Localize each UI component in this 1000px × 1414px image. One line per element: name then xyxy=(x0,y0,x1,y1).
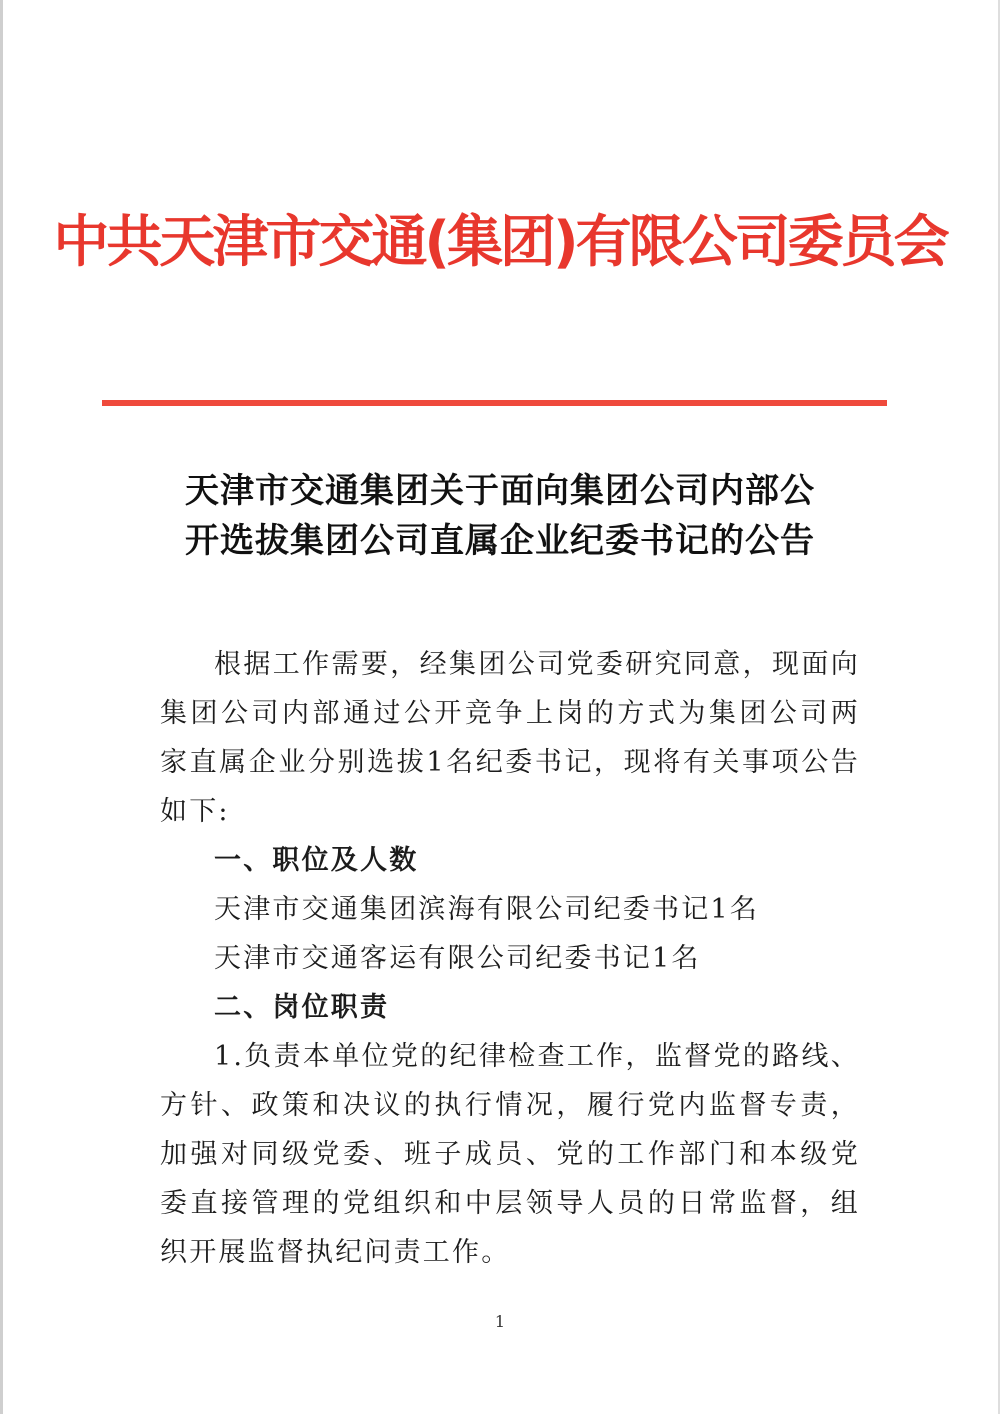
intro-paragraph: 根据工作需要，经集团公司党委研究同意，现面向集团公司内部通过公开竞争上岗的方式为集团公司两家直属企业分别选拔1名纪委书记，现将有关事项公告如下: xyxy=(160,649,860,827)
duty-paragraph-1: 1.负责本单位党的纪律检查工作，监督党的路线、方针、政策和决议的执行情况，履行党内监督专责，加强对同级党委、班子成员、党的工作部门和本级党委直接管理的党组织和中层领导人员的日常监督，组织开展监督执纪问责工作。 xyxy=(160,1041,860,1268)
title-line-2: 开选拔集团公司直属企业纪委书记的公告 xyxy=(185,521,815,561)
document-title xyxy=(0,466,1000,566)
section-1-heading: 一、职位及人数 xyxy=(214,845,419,876)
position-item-1: 天津市交通集团滨海有限公司纪委书记1名 xyxy=(214,894,759,925)
document-body xyxy=(160,640,860,1277)
red-divider-line xyxy=(102,400,887,406)
masthead-red-header: 中共天津市交通(集团)有限公司委员会 xyxy=(53,210,947,275)
title-line-1: 天津市交通集团关于面向集团公司内部公 xyxy=(185,471,815,511)
position-item-2: 天津市交通客运有限公司纪委书记1名 xyxy=(214,943,701,974)
page-number: 1 xyxy=(494,1312,506,1331)
section-2-heading: 二、岗位职责 xyxy=(214,992,390,1023)
